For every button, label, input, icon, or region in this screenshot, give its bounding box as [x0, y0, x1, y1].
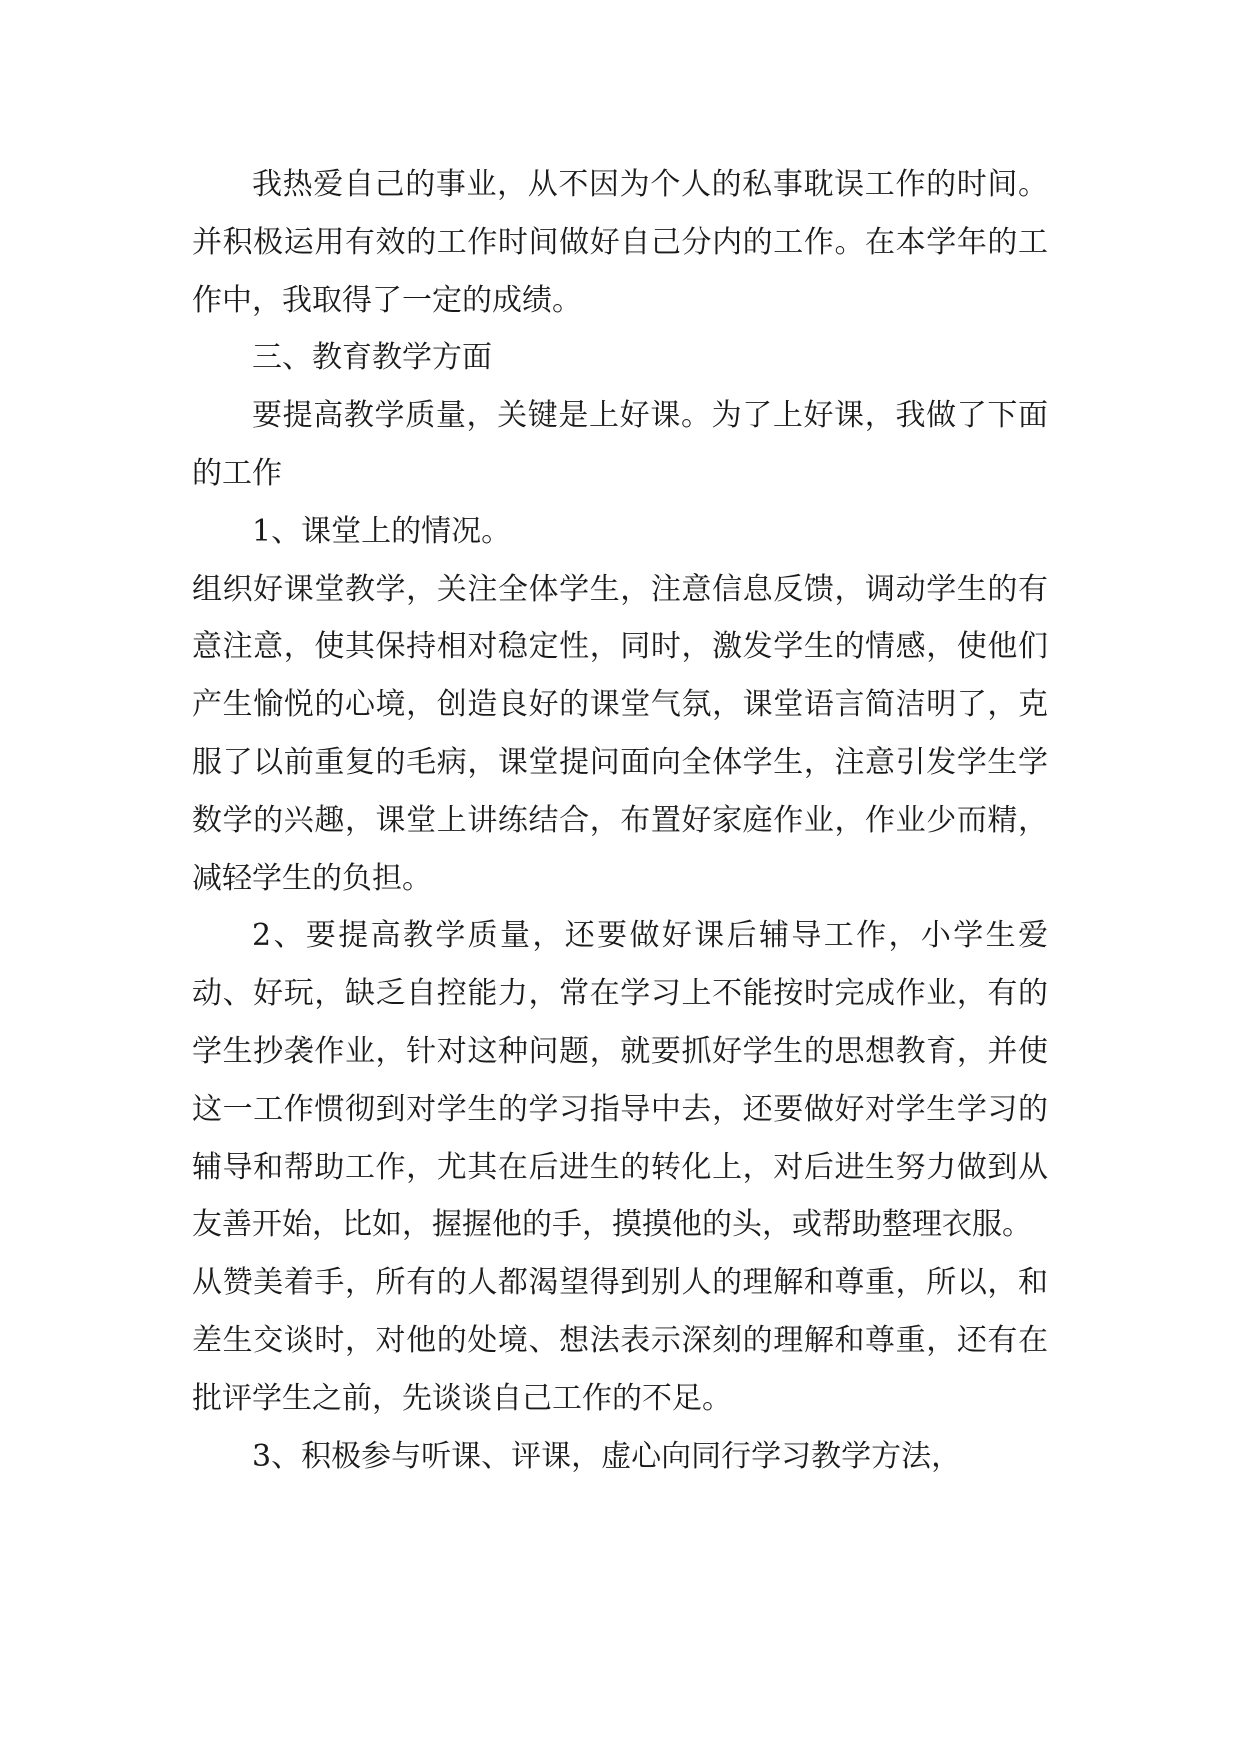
subheading-classroom: 1、课堂上的情况。: [252, 513, 512, 549]
paragraph-praise: 从赞美着手，所有的人都渴望得到别人的理解和尊重，所以，和差生交谈时，对他的处境、想法表示深刻的理解和尊重，还有在批评学生之前，先谈谈自己工作的不足。: [192, 1265, 1048, 1416]
paragraph-after-class-tutoring: 2、要提高教学质量，还要做好课后辅导工作，小学生爱动、好玩，缺乏自控能力，常在学习上不能按时完成作业，有的学生抄袭作业，针对这种问题，就要抓好学生的思想教育，并使这一工作惯彻到对学生的学习指导中去，还要做好对学生学习的辅导和帮助工作，尤其在后进生的转化上，对后进生努力做到从友善开始，比如，握握他的手，摸摸他的头，或帮助整理衣服。: [192, 918, 1048, 1243]
paragraph-classroom-detail: 组织好课堂教学，关注全体学生，注意信息反馈，调动学生的有意注意，使其保持相对稳定性，同时，激发学生的情感，使他们产生愉悦的心境，创造良好的课堂气氛，课堂语言简洁明了，克服了以前重复的毛病，课堂提问面向全体学生，注意引发学生学数学的兴趣，课堂上讲练结合，布置好家庭作业，作业少而精，减轻学生的负担。: [192, 571, 1048, 896]
paragraph-teaching-intro: 要提高教学质量，关键是上好课。为了上好课，我做了下面的工作: [192, 398, 1048, 491]
section-heading-teaching: 三、教育教学方面: [252, 340, 492, 376]
paragraph-work-attitude: 我热爱自己的事业，从不因为个人的私事耽误工作的时间。并积极运用有效的工作时间做好自己分内的工作。在本学年的工作中，我取得了一定的成绩。: [192, 167, 1048, 318]
document-page: [192, 156, 1048, 1485]
paragraph-lesson-observation: 3、积极参与听课、评课，虚心向同行学习教学方法，: [252, 1438, 962, 1474]
